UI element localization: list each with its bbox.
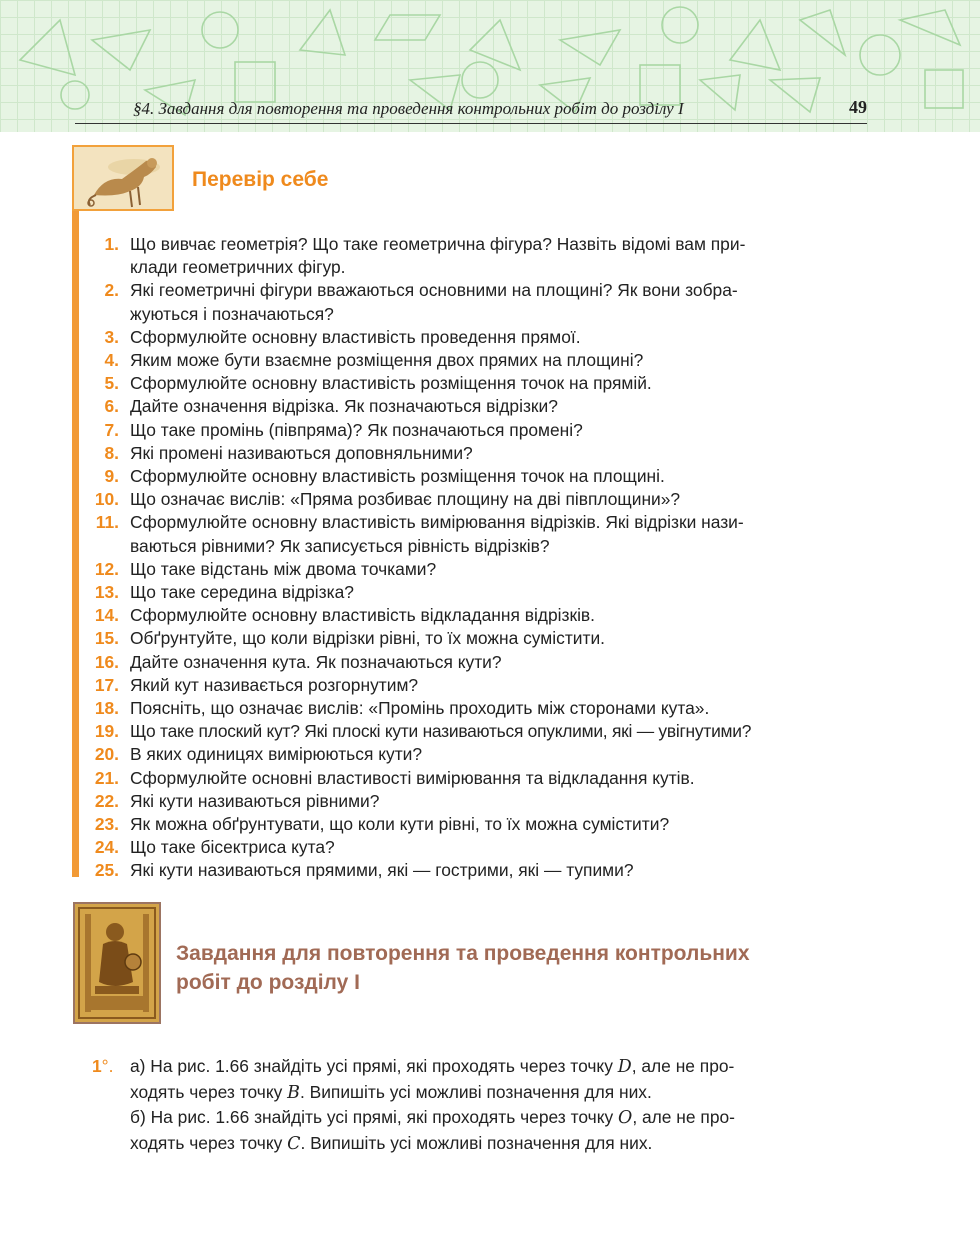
list-item: [0, 581, 980, 604]
question-text: Що вивчає геометрія? Що таке геометрична фігура? Назвіть відомі вам при- клади геометричних фігур.: [130, 234, 746, 278]
list-item: [0, 813, 980, 836]
question-number: 4.: [104, 350, 119, 371]
list-item: [0, 558, 980, 581]
list-item: [0, 442, 980, 465]
list-item: [0, 743, 980, 766]
list-item: [0, 767, 980, 790]
question-number: 14.: [94, 605, 119, 626]
header-decoration: [0, 0, 980, 132]
question-text: Сформулюйте основну властивість вимірювання відрізків. Які відрізки нази- ваються рівними? Як записується рівність відрізків?: [130, 512, 744, 556]
list-item: [0, 326, 980, 349]
point-label: O: [618, 1108, 633, 1129]
goddess-image: [75, 904, 159, 1022]
list-item: [0, 674, 980, 697]
list-item: [0, 419, 980, 442]
list-item: [0, 604, 980, 627]
question-text: Сформулюйте основну властивість розміщення точок на площині.: [130, 466, 665, 487]
question-number: 11.: [95, 512, 119, 533]
list-item: [0, 627, 980, 650]
question-text: Що таке бісектриса кута?: [130, 837, 335, 858]
question-number: 22.: [94, 790, 119, 811]
question-number: 24.: [94, 837, 119, 858]
list-item: [0, 859, 980, 882]
question-text: Що таке середина відрізка?: [130, 582, 354, 603]
point-label: D: [617, 1057, 632, 1077]
question-number: 8.: [104, 442, 119, 463]
list-item: [0, 279, 980, 325]
question-number: 7.: [104, 419, 119, 440]
question-text: Як можна обґрунтувати, що коли кути рівні, то їх можна сумістити?: [130, 814, 670, 835]
question-text: Сформулюйте основну властивість відкладання відрізків.: [130, 605, 596, 626]
question-number: 21.: [94, 767, 119, 788]
question-text: Сформулюйте основні властивості вимірювання та відкладання кутів.: [130, 767, 695, 788]
list-item: [0, 465, 980, 488]
list-item: [0, 720, 980, 743]
question-number: 18.: [94, 698, 119, 719]
question-number: 15.: [94, 628, 119, 649]
question-number: 12.: [94, 558, 119, 579]
running-head-title: §4. Завдання для повторення та проведення контрольних робіт до розділу I: [133, 99, 684, 118]
point-label: B: [287, 1082, 300, 1103]
question-text: Який кут називається розгорнутим?: [130, 674, 419, 695]
question-list: [0, 233, 980, 883]
question-text: Що таке промінь (півпряма)? Як позначаються промені?: [130, 419, 583, 440]
task-1b-line-1: б) На рис. 1.66 знайдіть усі прямі, які проходять через точку O, але не про-: [130, 1107, 735, 1129]
question-number: 20.: [94, 744, 119, 765]
list-item: [0, 395, 980, 418]
list-item: [0, 790, 980, 813]
list-item: [0, 488, 980, 511]
section-title-review-tasks: Завдання для повторення та проведення контрольних робіт до розділу I: [176, 942, 750, 994]
task-number: 1°.: [92, 1056, 114, 1076]
question-text: Обґрунтуйте, що коли відрізки рівні, то їх можна сумістити.: [130, 628, 606, 649]
question-number: 25.: [94, 860, 119, 881]
question-number: 16.: [94, 651, 119, 672]
question-text: Які промені називаються доповняльними?: [130, 442, 473, 463]
list-item: [0, 372, 980, 395]
question-number: 19.: [94, 721, 119, 742]
task-1a-line-1: а) На рис. 1.66 знайдіть усі прямі, які проходять через точку D, але не про-: [130, 1056, 735, 1077]
question-text: Які геометричні фігури вважаються основними на площині? Як вони зобра- жуються і позначаються?: [130, 280, 738, 324]
list-item: [0, 233, 980, 279]
question-number: 17.: [94, 674, 119, 695]
question-number: 9.: [104, 466, 119, 487]
list-item: [0, 651, 980, 674]
question-number: 1.: [104, 234, 119, 254]
question-number: 2.: [104, 280, 119, 301]
question-text: Дайте означення кута. Як позначаються кути?: [130, 651, 502, 672]
section-title-check-yourself: Перевір себе: [192, 168, 329, 191]
question-number: 6.: [104, 396, 119, 417]
sphinx-image: [74, 147, 172, 209]
question-text: Що означає вислів: «Пряма розбиває площину на дві півплощини»?: [130, 489, 681, 510]
question-text: Дайте означення відрізка. Як позначаються відрізки?: [130, 396, 558, 417]
question-text: Сформулюйте основну властивість розміщення точок на прямій.: [130, 373, 652, 394]
question-text: В яких одиницях вимірюються кути?: [130, 744, 423, 765]
list-item: [0, 349, 980, 372]
question-number: 10.: [94, 489, 119, 510]
question-number: 5.: [104, 373, 119, 394]
question-text: Які кути називаються прямими, які — гострими, які — тупими?: [130, 860, 634, 881]
sphinx-illustration: [72, 145, 174, 211]
question-text: Які кути називаються рівними?: [130, 790, 380, 811]
question-text: Що таке плоский кут? Які плоскі кути називаються опуклими, які — увігнутими?: [130, 721, 752, 742]
page-number: 49: [849, 97, 867, 117]
task-1b-line-2: ходять через точку C. Випишіть усі можливі позначення для них.: [130, 1132, 653, 1154]
question-text: Сформулюйте основну властивість проведення прямої.: [130, 326, 581, 347]
point-label: C: [287, 1133, 301, 1154]
question-text: Що таке відстань між двома точками?: [130, 558, 437, 579]
task-1a-line-2: ходять через точку B. Випишіть усі можливі позначення для них.: [130, 1081, 652, 1103]
goddess-illustration: [73, 902, 161, 1024]
question-text: Яким може бути взаємне розміщення двох прямих на площині?: [130, 350, 644, 371]
question-number: 13.: [94, 582, 119, 603]
question-number: 23.: [94, 814, 119, 835]
running-head: [75, 97, 867, 124]
task-1: [0, 1054, 980, 1156]
question-number: 3.: [104, 326, 119, 347]
question-text: Поясніть, що означає вислів: «Промінь проходить між сторонами кута».: [130, 698, 710, 719]
list-item: [0, 511, 980, 557]
list-item: [0, 836, 980, 859]
list-item: [0, 697, 980, 720]
